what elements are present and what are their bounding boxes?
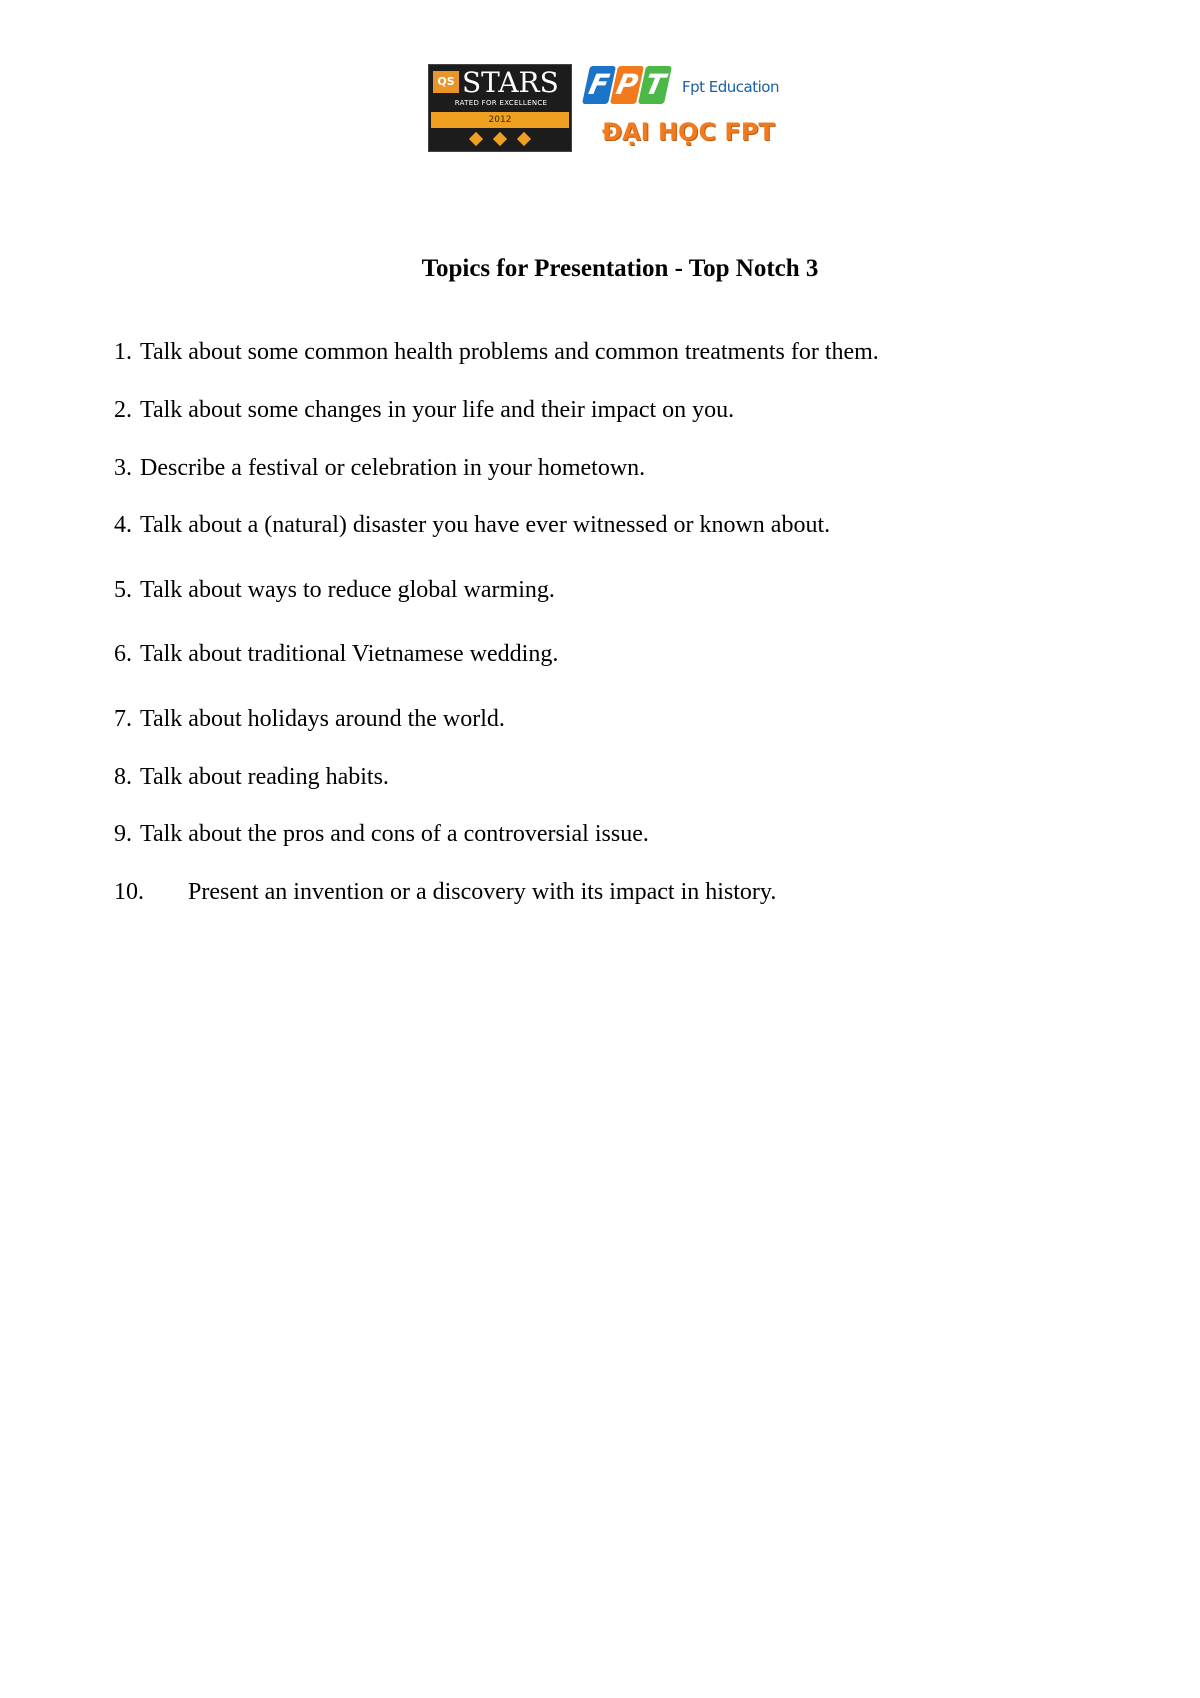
qs-year: 2012 xyxy=(431,112,569,128)
item-text: Talk about traditional Vietnamese wedding. xyxy=(140,641,559,667)
diamond-icon xyxy=(493,132,507,146)
fpt-letter-t: T xyxy=(638,66,672,104)
fpt-education-text: Fpt Education xyxy=(682,78,779,96)
item-number: 1. xyxy=(114,339,132,365)
list-item xyxy=(114,704,505,734)
item-text: Present an invention or a discovery with its impact in history. xyxy=(188,879,777,905)
item-text: Talk about some common health problems and common treatments for them. xyxy=(140,339,879,365)
item-number: 9. xyxy=(114,821,132,847)
item-text: Talk about a (natural) disaster you have ever witnessed or known about. xyxy=(140,512,831,538)
fpt-university-text: ĐẠI HỌC FPT xyxy=(602,118,775,146)
list-item xyxy=(114,819,649,849)
header-logos xyxy=(428,64,788,156)
fpt-letter-p: P xyxy=(610,66,644,104)
list-item xyxy=(114,395,734,425)
item-number: 8. xyxy=(114,764,132,790)
item-text: Talk about reading habits. xyxy=(140,764,389,790)
item-text: Talk about the pros and cons of a controversial issue. xyxy=(140,821,649,847)
page-title: Topics for Presentation - Top Notch 3 xyxy=(421,255,819,282)
item-text: Describe a festival or celebration in your hometown. xyxy=(140,455,646,481)
diamond-icon xyxy=(517,132,531,146)
qs-stars-word: STARS xyxy=(462,66,559,99)
item-number: 6. xyxy=(114,641,132,667)
diamond-icon xyxy=(469,132,483,146)
item-text: Talk about holidays around the world. xyxy=(140,706,505,732)
item-number: 2. xyxy=(114,397,132,423)
fpt-letters xyxy=(586,66,668,104)
list-item xyxy=(114,510,830,540)
item-text: Talk about some changes in your life and their impact on you. xyxy=(140,397,735,423)
item-number: 3. xyxy=(114,455,132,481)
item-text: Talk about ways to reduce global warming. xyxy=(140,577,555,603)
qs-mark: QS xyxy=(433,71,459,93)
qs-rated-text: RATED FOR EXCELLENCE xyxy=(454,99,548,107)
list-item xyxy=(114,639,558,669)
qs-stars-logo xyxy=(428,64,572,152)
item-number: 7. xyxy=(114,706,132,732)
item-number: 4. xyxy=(114,512,132,538)
fpt-education-logo xyxy=(586,64,786,156)
item-number: 10. xyxy=(114,879,144,905)
list-item xyxy=(114,575,555,605)
list-item xyxy=(114,453,645,483)
list-item xyxy=(114,877,776,907)
list-item xyxy=(114,337,879,367)
list-item xyxy=(114,762,389,792)
qs-diamonds xyxy=(431,128,569,150)
fpt-letter-f: F xyxy=(582,66,616,104)
item-number: 5. xyxy=(114,577,132,603)
